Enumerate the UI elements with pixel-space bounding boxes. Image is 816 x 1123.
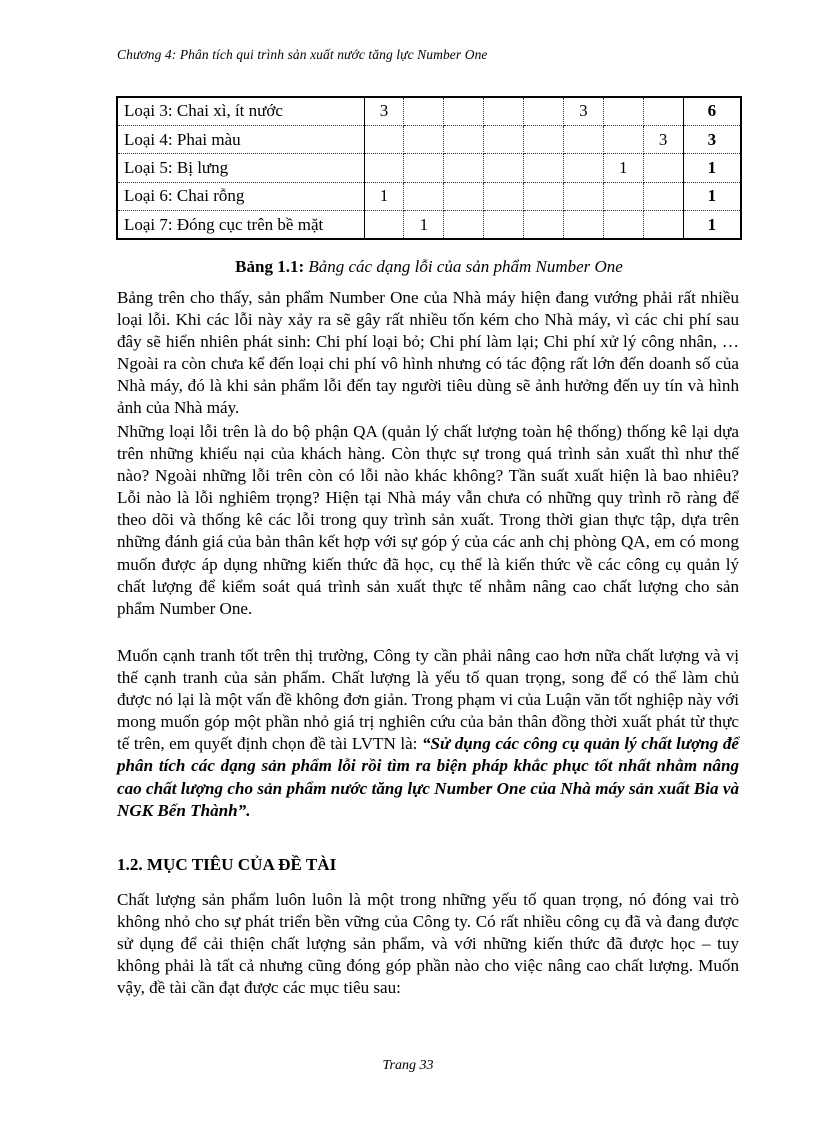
defect-count-cell: 1 [364, 182, 404, 210]
defect-count-cell [603, 211, 643, 239]
section-title: 1.2. MỤC TIÊU CỦA ĐỀ TÀI [117, 855, 337, 874]
defect-total: 1 [683, 211, 741, 239]
defect-count-cell [603, 97, 643, 125]
caption-label: Bảng 1.1: [235, 257, 305, 276]
defect-total: 1 [683, 154, 741, 182]
defect-total: 6 [683, 97, 741, 125]
defect-count-cell [563, 211, 603, 239]
defect-label: Loại 3: Chai xì, ít nước [117, 97, 364, 125]
table-row [117, 182, 741, 210]
defect-count-cell [484, 125, 524, 153]
defect-count-cell [524, 154, 564, 182]
table-caption [116, 257, 742, 277]
defect-count-cell [444, 125, 484, 153]
table-row [117, 125, 741, 153]
defect-count-cell [404, 182, 444, 210]
defect-total: 3 [683, 125, 741, 153]
defect-count-cell: 3 [563, 97, 603, 125]
defect-table [116, 96, 742, 240]
table-row [117, 154, 741, 182]
defect-count-cell: 3 [364, 97, 404, 125]
chapter-header: Chương 4: Phân tích qui trình sản xuất nước tăng lực Number One [117, 47, 488, 62]
defect-count-cell [524, 182, 564, 210]
defect-count-cell [563, 125, 603, 153]
defect-count-cell [484, 182, 524, 210]
paragraph-1: Bảng trên cho thấy, sản phẩm Number One của Nhà máy hiện đang vướng phải rất nhiều loại lỗi. Khi các lỗi này xảy ra sẽ gây rất nhiều tốn kém cho Nhà máy, vì các chi phí sau đây sẽ hiển nhiên phát sinh: Chi phí loại bỏ; Chi phí làm lại; Chi phí xử lý công nhân, … Ngoài ra còn chưa kể đến loại chi phí vô hình nhưng có tác động rất lớn đến doanh số của Nhà máy, đó là khi sản phẩm lỗi đến tay người tiêu dùng sẽ ảnh hưởng đến uy tín và hình ảnh của Nhà máy. [117, 288, 739, 418]
caption-text: Bảng các dạng lỗi của sản phẩm Number One [308, 257, 623, 276]
defect-count-cell [444, 182, 484, 210]
defect-count-cell [643, 182, 683, 210]
defect-count-cell [524, 125, 564, 153]
defect-count-cell [404, 154, 444, 182]
defect-count-cell [484, 154, 524, 182]
defect-count-cell: 1 [404, 211, 444, 239]
defect-count-cell [364, 211, 404, 239]
defect-count-cell [404, 97, 444, 125]
defect-total: 1 [683, 182, 741, 210]
table-row [117, 97, 741, 125]
defect-count-cell: 3 [643, 125, 683, 153]
defect-count-cell [444, 97, 484, 125]
paragraph-3 [117, 645, 739, 822]
defect-count-cell [524, 97, 564, 125]
defect-count-cell [524, 211, 564, 239]
paragraph-3-text: Muốn cạnh tranh tốt trên thị trường, Công ty cần phải nâng cao hơn nữa chất lượng và vị thế cạnh tranh của sản phẩm. Chất lượng là yếu tố quan trọng, song để có thể làm chủ được nó lại là một vấn đề không đơn giản. Trong phạm vi của Luận văn tốt nghiệp này với mong muốn góp một phần nhỏ giá trị nghiên cứu của bản thân đồng thời xuất phát từ thực tế trên, em quyết định chọn đề tài LVTN là: [117, 646, 739, 754]
defect-count-cell [603, 125, 643, 153]
defect-count-cell [643, 97, 683, 125]
defect-count-cell [444, 211, 484, 239]
defect-count-cell [484, 211, 524, 239]
defect-count-cell [643, 211, 683, 239]
defect-count-cell [364, 154, 404, 182]
defect-count-cell: 1 [603, 154, 643, 182]
defect-count-cell [563, 154, 603, 182]
defect-label: Loại 5: Bị lưng [117, 154, 364, 182]
defect-count-cell [364, 125, 404, 153]
thesis-topic: “Sử dụng các công cụ quản lý chất lượng để phân tích các dạng sản phẩm lỗi rồi tìm ra biện pháp khắc phục tốt nhất nhằm nâng cao chất lượng cho sản phẩm nước tăng lực Number One của Nhà máy sản xuất Bia và NGK Bến Thành”. [117, 734, 739, 820]
defect-count-cell [484, 97, 524, 125]
paragraph-2: Những loại lỗi trên là do bộ phận QA (quản lý chất lượng toàn hệ thống) thống kê lại dựa trên những khiếu nại của khách hàng. Còn thực sự trong quá trình sản xuất thì như thế nào? Ngoài những lỗi trên còn có lỗi nào khác không? Tần suất xuất hiện là bao nhiêu? Lỗi nào là lỗi nghiêm trọng? Hiện tại Nhà máy vẫn chưa có những quy trình rõ ràng để theo dõi và thống kê các lỗi trong quy trình sản xuất. Trong thời gian thực tập, dựa trên những đánh giá của bản thân kết hợp với sự góp ý của các anh chị phòng QA, em có mong muốn được áp dụng những kiến thức đã học, cụ thể là kiến thức về các công cụ quản lý chất lượng để kiểm soát quá trình sản xuất thực tế nhằm nâng cao chất lượng cho sản phẩm Number One. [117, 422, 739, 618]
defect-count-cell [404, 125, 444, 153]
defect-count-cell [444, 154, 484, 182]
defect-label: Loại 6: Chai rỗng [117, 182, 364, 210]
table-row [117, 211, 741, 239]
defect-count-cell [563, 182, 603, 210]
defect-count-cell [643, 154, 683, 182]
paragraph-4: Chất lượng sản phẩm luôn luôn là một trong những yếu tố quan trọng, nó đóng vai trò không nhỏ cho sự phát triển bền vững của Công ty. Có rất nhiều công cụ đã và đang được sử dụng để cải thiện chất lượng sản phẩm, và với những kiến thức đã được học – tuy không phải là tất cả nhưng cũng đóng góp phần nào cho việc nâng cao chất lượng. Muốn vậy, đề tài cần đạt được các mục tiêu sau: [117, 890, 739, 998]
defect-count-cell [603, 182, 643, 210]
defect-label: Loại 7: Đóng cục trên bề mặt [117, 211, 364, 239]
defect-label: Loại 4: Phai màu [117, 125, 364, 153]
page-number: Trang 33 [382, 1058, 434, 1073]
